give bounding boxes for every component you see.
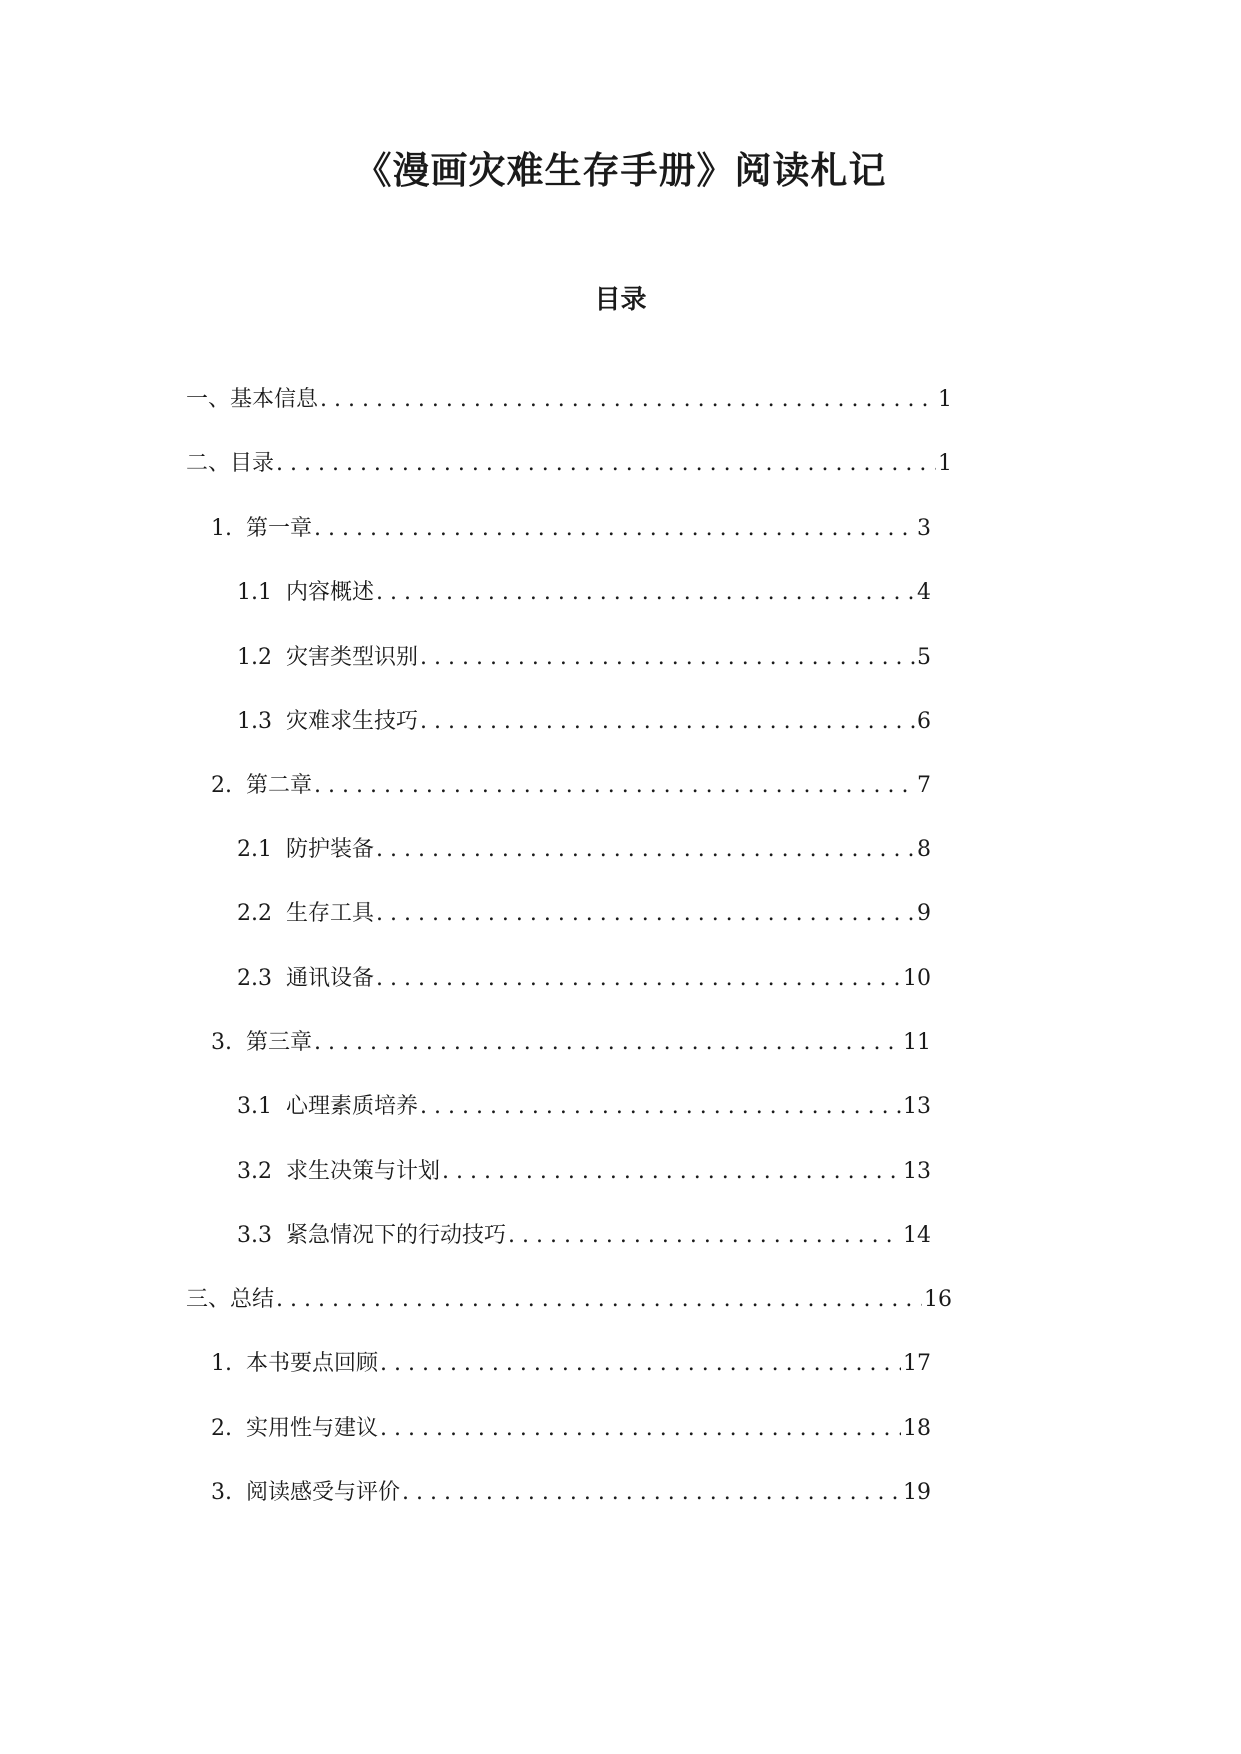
toc-entry-number: 3. <box>211 1480 232 1505</box>
toc-entry-contents[interactable] <box>186 446 952 482</box>
toc-leader-dots <box>380 1411 901 1447</box>
toc-leader-dots <box>420 704 915 740</box>
toc-entry-label: 紧急情况下的行动技巧 <box>286 1223 507 1248</box>
toc-entry-number: 1.1 <box>237 580 272 605</box>
document-title: 《漫画灾难生存手册》阅读札记 <box>354 149 887 192</box>
toc-entry-page: 16 <box>924 1287 952 1312</box>
toc-entry-1-3[interactable] <box>237 704 931 740</box>
toc-entry-2-1[interactable] <box>237 832 931 868</box>
toc-entry-1-1[interactable] <box>237 575 931 611</box>
toc-leader-dots <box>402 1475 901 1511</box>
toc-entry-number: 2.1 <box>237 837 272 862</box>
toc-entry-number: 2. <box>211 773 232 798</box>
toc-entry-page: 18 <box>903 1416 931 1441</box>
toc-entry-2-2[interactable] <box>237 896 931 932</box>
toc-entry-label: 心理素质培养 <box>286 1094 419 1119</box>
toc-entry-page: 6 <box>917 709 931 734</box>
toc-entry-1-2[interactable] <box>237 640 931 676</box>
toc-leader-dots <box>442 1154 901 1190</box>
toc-leader-dots <box>314 768 915 804</box>
toc-entry-chapter-3[interactable] <box>211 1025 931 1061</box>
toc-leader-dots <box>376 961 901 997</box>
toc-entry-basic-info[interactable] <box>186 382 952 418</box>
toc-entry-label: 通讯设备 <box>286 966 375 991</box>
toc-leader-dots <box>420 1089 901 1125</box>
toc-entry-page: 8 <box>917 837 931 862</box>
toc-entry-label: 实用性与建议 <box>246 1416 379 1441</box>
toc-entry-chapter-1[interactable] <box>211 511 931 547</box>
toc-entry-label: 防护装备 <box>286 837 375 862</box>
toc-leader-dots <box>380 1346 901 1382</box>
toc-entry-label: 灾难求生技巧 <box>286 709 419 734</box>
toc-leader-dots <box>276 1282 922 1318</box>
toc-entry-label: 内容概述 <box>286 580 375 605</box>
toc-entry-number: 二、 <box>186 451 231 476</box>
toc-entry-page: 10 <box>903 966 931 991</box>
toc-entry-label: 目录 <box>230 451 275 476</box>
toc-entry-number: 3.1 <box>237 1094 272 1119</box>
toc-entry-page: 17 <box>903 1351 931 1376</box>
toc-entry-3-3[interactable] <box>237 1218 931 1254</box>
toc-entry-page: 19 <box>903 1480 931 1505</box>
toc-leader-dots <box>314 511 915 547</box>
toc-entry-number: 3.3 <box>237 1223 272 1248</box>
toc-entry-number: 2. <box>211 1416 232 1441</box>
toc-entry-label: 第三章 <box>246 1030 313 1055</box>
toc-entry-summary-1[interactable] <box>211 1346 931 1382</box>
toc-entry-page: 5 <box>917 645 931 670</box>
toc-entry-number: 1. <box>211 1351 232 1376</box>
toc-entry-label: 基本信息 <box>230 387 319 412</box>
toc-entry-page: 4 <box>917 580 931 605</box>
toc-entry-page: 3 <box>917 516 931 541</box>
toc-entry-number: 一、 <box>186 387 231 412</box>
toc-entry-number: 3.2 <box>237 1159 272 1184</box>
toc-entry-page: 1 <box>938 451 952 476</box>
toc-heading: 目录 <box>594 285 647 315</box>
toc-entry-number: 三、 <box>186 1287 231 1312</box>
toc-entry-number: 1. <box>211 516 232 541</box>
toc-leader-dots <box>276 446 936 482</box>
toc-entry-label: 阅读感受与评价 <box>246 1480 401 1505</box>
toc-entry-label: 求生决策与计划 <box>286 1159 441 1184</box>
toc-leader-dots <box>320 382 936 418</box>
toc-leader-dots <box>376 832 915 868</box>
toc-entry-3-2[interactable] <box>237 1154 931 1190</box>
toc-entry-page: 7 <box>917 773 931 798</box>
toc-entry-label: 灾害类型识别 <box>286 645 419 670</box>
toc-entry-label: 生存工具 <box>286 901 375 926</box>
toc-entry-number: 2.2 <box>237 901 272 926</box>
toc-leader-dots <box>376 896 915 932</box>
toc-entry-page: 14 <box>903 1223 931 1248</box>
toc-entry-page: 13 <box>903 1094 931 1119</box>
toc-entry-summary[interactable] <box>186 1282 952 1318</box>
toc-entry-page: 1 <box>938 387 952 412</box>
toc-entry-page: 13 <box>903 1159 931 1184</box>
toc-entry-number: 1.2 <box>237 645 272 670</box>
toc-leader-dots <box>376 575 915 611</box>
toc-entry-number: 2.3 <box>237 966 272 991</box>
toc-entry-2-3[interactable] <box>237 961 931 997</box>
toc-leader-dots <box>314 1025 901 1061</box>
toc-entry-number: 1.3 <box>237 709 272 734</box>
toc-entry-number: 3. <box>211 1030 232 1055</box>
toc-entry-page: 9 <box>917 901 931 926</box>
toc-entry-label: 第二章 <box>246 773 313 798</box>
toc-entry-label: 第一章 <box>246 516 313 541</box>
toc-entry-page: 11 <box>903 1030 931 1055</box>
toc-entry-summary-2[interactable] <box>211 1411 931 1447</box>
toc-entry-chapter-2[interactable] <box>211 768 931 804</box>
toc-entry-label: 总结 <box>230 1287 275 1312</box>
toc-entry-label: 本书要点回顾 <box>246 1351 379 1376</box>
toc-leader-dots <box>508 1218 901 1254</box>
toc-entry-3-1[interactable] <box>237 1089 931 1125</box>
toc-entry-summary-3[interactable] <box>211 1475 931 1511</box>
toc-leader-dots <box>420 640 915 676</box>
